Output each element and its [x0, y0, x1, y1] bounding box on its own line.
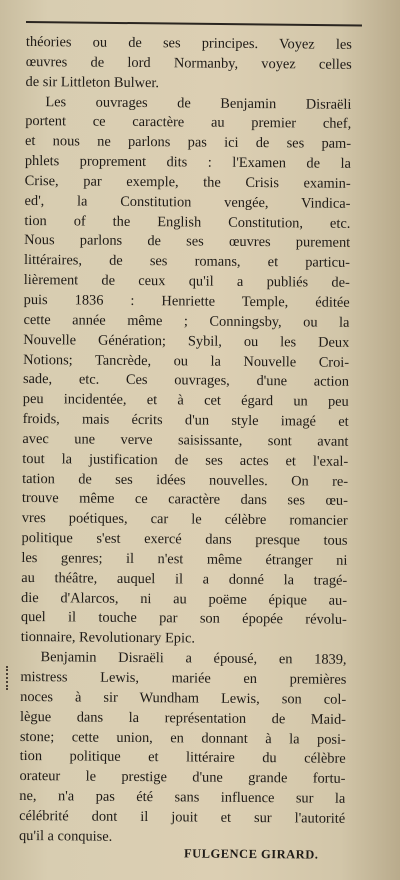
text-line: au théâtre, auquel il a donné la tragé- — [21, 569, 348, 589]
text-line: sade, etc. Ces ouvrages, d'une action — [22, 371, 350, 391]
text-line: tion of the English Constitution, etc. — [24, 212, 351, 232]
text-line: cette année même ; Conningsby, ou la — [23, 311, 350, 331]
text-line: de sir Littleton Bulwer. — [25, 73, 160, 91]
text-line: littéraires, de ses romans, et particu- — [23, 252, 351, 272]
text-line: portent ce caractère au premier chef, — [25, 113, 352, 133]
text-line: lègue dans la représentation de Maid- — [19, 708, 347, 728]
text-line: die d'Alarcos, ni au poëme épique au- — [21, 589, 348, 609]
text-line: tation de ses idées nouvelles. On re- — [22, 470, 349, 490]
text-line: Nouvelle Génération; Sybil, ou les Deux — [23, 331, 350, 351]
text-line: théories ou de ses principes. Voyez les — [25, 33, 352, 53]
text-line: noces à sir Wundham Lewis, son col- — [20, 688, 347, 708]
text-line: peu incidentée, et à cet égard un peu — [22, 391, 349, 411]
text-line: Notions; Tancrède, ou la Nouvelle Croi- — [23, 351, 350, 371]
text-line: mistress Lewis, mariée en premières — [20, 668, 347, 688]
text-line: œuvres de lord Normanby, voyez celles — [25, 53, 352, 73]
text-line: Nous parlons de ses œuvres purement — [24, 232, 351, 252]
text-line: orateur le prestige d'une grande fortu- — [19, 768, 346, 788]
text-line: les genres; il n'est même étranger ni — [21, 549, 348, 569]
text-line: lièrement de ceux qu'il a publiés de- — [23, 272, 350, 291]
text-line: ed', la Constitution vengée, Vindica- — [24, 192, 351, 212]
text-line: célébrité dont il jouit et sur l'autorité — [19, 807, 346, 827]
text-line: avec une verve saisissante, sont avant — [22, 430, 349, 450]
text-line: phlets proprement dits : l'Examen de la — [24, 153, 351, 172]
text-line: Crise, par exemple, the Crisis examin- — [24, 172, 351, 192]
text-line: qu'il a conquise. — [18, 827, 113, 845]
margin-mark — [6, 666, 12, 690]
text-line: politique s'est exercé dans presque tous — [21, 530, 348, 549]
author-signature: FULGENCE GIRARD. — [183, 846, 319, 862]
text-line: et nous ne parlons pas ici de ses pam- — [24, 133, 352, 153]
text-line: vres poétiques, car le célèbre romancier — [21, 510, 348, 530]
text-line: ne, n'a pas été sans influence sur la — [19, 788, 346, 807]
text-line: froids, mais écrits d'un style imagé et — [22, 411, 349, 430]
text-line: tion politique et littéraire du célèbre — [19, 748, 346, 768]
article-text — [19, 33, 352, 849]
top-rule — [26, 21, 362, 27]
text-line: tout la justification de ses actes et l'exal- — [22, 450, 349, 470]
text-line: Les ouvrages de Benjamin Disraëli — [45, 93, 352, 113]
text-line: tionnaire, Revolutionary Epic. — [20, 629, 196, 647]
text-line: quel il touche par son épopée révolu- — [20, 609, 347, 629]
text-line: puis 1836 : Henriette Temple, éditée — [23, 291, 350, 311]
text-line: Benjamin Disraëli a épousé, en 1839, — [40, 649, 347, 668]
text-line: trouve même ce caractère dans ses œu- — [21, 490, 348, 510]
text-line: stone; cette union, en donnant à la posi- — [19, 728, 346, 748]
